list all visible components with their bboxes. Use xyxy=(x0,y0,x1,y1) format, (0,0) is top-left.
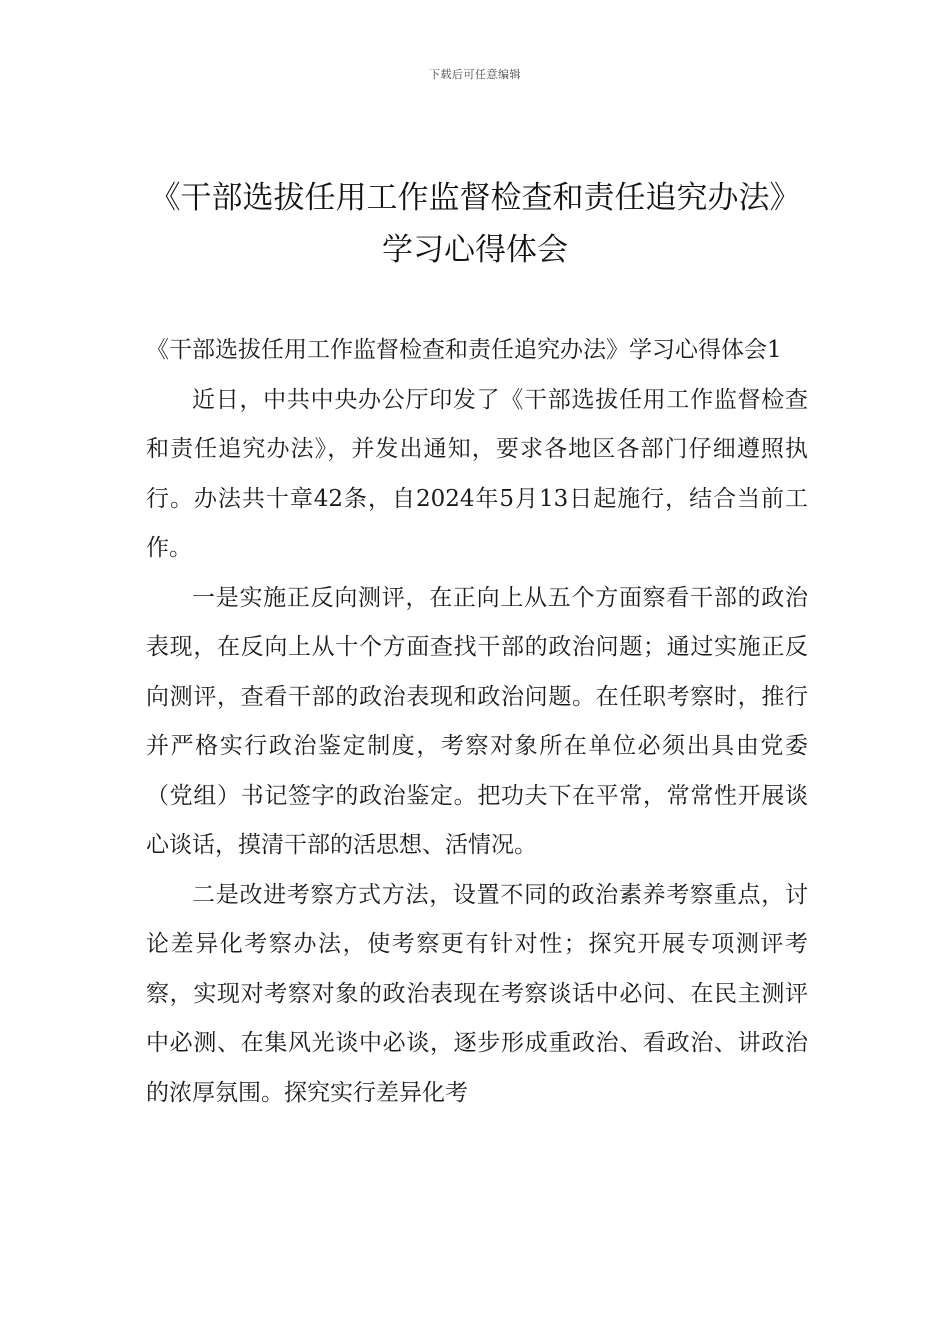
paragraph-point-one: 一是实施正反向测评，在正向上从五个方面察看干部的政治表现，在反向上从十个方面查找干部的政治问题；通过实施正反向测评，查看干部的政治表现和政治问题。在任职考察时，推行并严格实行政治鉴定制度，考察对象所在单位必须出具由党委（党组）书记签字的政治鉴定。把功夫下在平常，常常性开展谈心谈话，摸清干部的活思想、活情况。 xyxy=(146,584,808,858)
section-heading: 《干部选拔任用工作监督检查和责任追究办法》学习心得体会1 xyxy=(146,337,782,363)
paragraph-point-two: 二是改进考察方式方法，设置不同的政治素养考察重点，讨论差异化考察办法，使考察更有针对性；探究开展专项测评考察，实现对考察对象的政治表现在考察谈话中必问、在民主测评中必测、在集风光谈中必谈，逐步形成重政治、看政治、讲政治的浓厚氛围。探究实行差异化考 xyxy=(146,881,808,1106)
header-note: 下载后可任意编辑 xyxy=(429,68,521,81)
document-body xyxy=(146,326,808,1118)
paragraph-intro: 近日，中共中央办公厅印发了《干部选拔任用工作监督检查和责任追究办法》，并发出通知，要求各地区各部门仔细遵照执行。办法共十章42条，自2024年5月13日起施行，结合当前工作。 xyxy=(146,386,808,561)
document-title: 《干部选拔任用工作监督检查和责任追究办法》学习心得体会 xyxy=(149,180,801,268)
